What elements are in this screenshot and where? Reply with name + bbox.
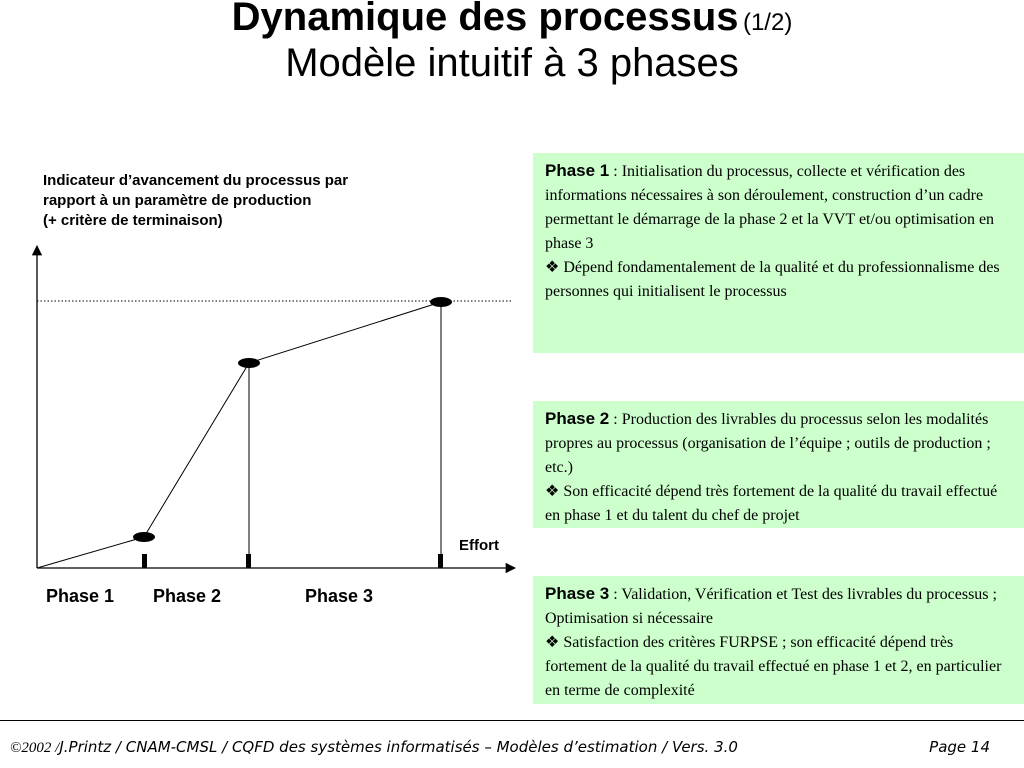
milestone-point: [430, 297, 452, 307]
page-number: Page 14: [929, 738, 990, 756]
phase-1-heading: Phase 1: [545, 161, 610, 180]
phase-2-bullet: ❖ Son efficacité dépend très fortement de la qualité du travail effectué en phase 1 et du talent du chef de projet: [545, 483, 998, 524]
phase-3-bullet: ❖ Satisfaction des critères FURPSE ; son efficacité dépend très fortement de la qualité du travail effectué en phase 1 et 2, en particulier en terme de complexité: [545, 634, 1002, 699]
phase-2-description-box: [533, 401, 1024, 528]
progress-curve: [37, 302, 441, 568]
phase-2-text: : Production des livrables du processus selon les modalités propres au processus (organisation de l’équipe ; outils de production ; etc.): [545, 411, 991, 476]
phase-label-1: Phase 1: [46, 586, 115, 606]
y-axis-label-line: Indicateur d’avancement du processus par: [43, 172, 349, 189]
y-axis-label-line: rapport à un paramètre de production: [43, 192, 312, 209]
phase-1-bullet: ❖ Dépend fondamentalement de la qualité et du professionnalisme des personnes qui initialisent le processus: [545, 259, 1000, 300]
phase-tick: [142, 554, 147, 568]
y-axis-label-line: (+ critère de terminaison): [43, 212, 223, 229]
phase-1-text: : Initialisation du processus, collecte et vérification des informations nécessaires à son déroulement, construction d’un cadre permettant le démarrage de la phase 2 et la VVT et/ou optimisation en phase 3: [545, 163, 995, 252]
slide-subtitle: Modèle intuitif à 3 phases: [285, 41, 739, 86]
x-axis-label: Effort: [459, 537, 499, 554]
phase-label-3: Phase 3: [305, 586, 374, 606]
footer-copyright: ©2002 /: [10, 740, 60, 756]
slide-title: Dynamique des processus: [231, 0, 739, 39]
phase-1-description-box: [533, 153, 1024, 353]
phase-label-2: Phase 2: [153, 586, 222, 606]
phase-3-description-box: [533, 576, 1024, 704]
footer-text: J.Printz / CNAM-CMSL / CQFD des systèmes informatisés – Modèles d’estimation / Vers. 3.0: [59, 738, 738, 756]
milestone-point: [238, 358, 260, 368]
slide-title-part: (1/2): [742, 9, 793, 36]
phase-3-heading: Phase 3: [545, 584, 610, 603]
milestone-point: [133, 532, 155, 542]
phase-2-heading: Phase 2: [545, 409, 610, 428]
footer-divider: [0, 720, 1024, 721]
footer: [10, 738, 990, 757]
phase-tick: [246, 554, 251, 568]
phase-3-text: : Validation, Vérification et Test des livrables du processus ; Optimisation si nécessaire: [545, 586, 997, 627]
phase-tick: [438, 554, 443, 568]
